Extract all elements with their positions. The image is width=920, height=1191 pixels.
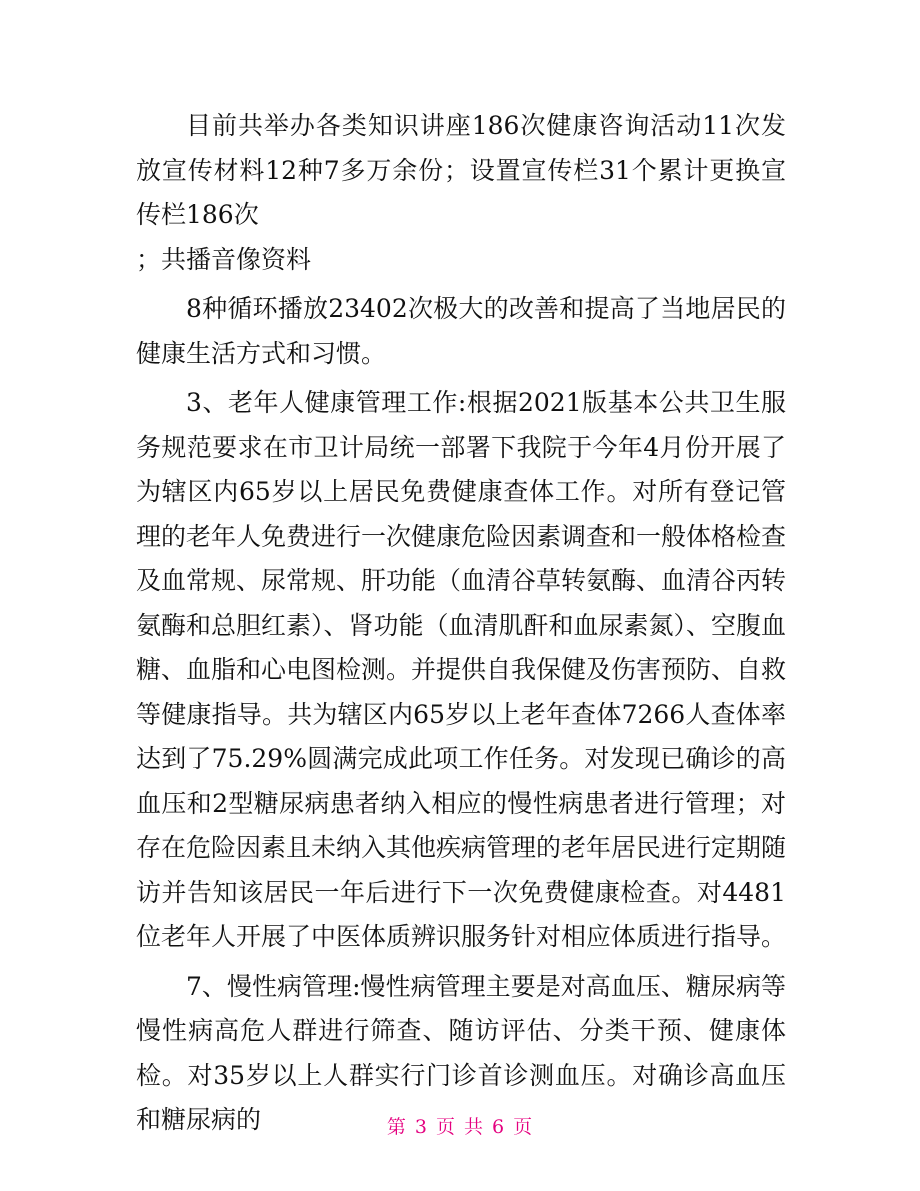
footer-prefix: 第 xyxy=(386,1116,407,1138)
paragraph-elderly-health-management: 3、老年人健康管理工作:根据2021版基本公共卫生服务规范要求在市卫计局统一部署下我院于今年4月份开展了为辖区内65岁以上居民免费健康查体工作。对所有登记管理的老年人免费进行一次健康危险因素调查和一般体格检查及血常规、尿常规、肝功能（血清谷草转氨酶、血清谷丙转氨酶和总胆红素）、肾功能（血清肌酐和血尿素氮）、空腹血糖、血脂和心电图检测。并提供自我保健及伤害预防、自救等健康指导。共为辖区内65岁以上老年查体7266人查体率达到了75.29%圆满完成此项工作任务。对发现已确诊的高血压和2型糖尿病患者纳入相应的慢性病患者进行管理；对存在危险因素且未纳入其他疾病管理的老年居民进行定期随访并告知该居民一年后进行下一次免费健康检查。对4481位老年人开展了中医体质辨识服务针对相应体质进行指导。 xyxy=(136,388,787,951)
footer-page-word: 页 xyxy=(435,1116,456,1138)
paragraph-publicity-continued: ；共播音像资料 xyxy=(136,244,312,274)
document-body xyxy=(136,104,786,1143)
paragraph-chronic-disease-management: 7、慢性病管理:慢性病管理主要是对高血压、糖尿病等慢性病高危人群进行筛查、随访评估、分类干预、健康体检。对35岁以上人群实行门诊首诊测血压。对确诊高血压和糖尿病的 xyxy=(136,971,786,1134)
footer-total-pages: 6 xyxy=(492,1116,506,1138)
paragraph-broadcast: 8种循环播放23402次极大的改善和提高了当地居民的健康生活方式和习惯。 xyxy=(136,294,786,368)
footer-current-page: 3 xyxy=(414,1116,428,1138)
paragraph-publicity: 目前共举办各类知识讲座186次健康咨询活动11次发放宣传材料12种7多万余份；设置宣传栏31个累计更换宣传栏186次 xyxy=(136,111,786,229)
footer-total-prefix: 共 xyxy=(464,1116,485,1138)
footer-suffix: 页 xyxy=(513,1116,534,1138)
page-footer xyxy=(0,1112,920,1139)
